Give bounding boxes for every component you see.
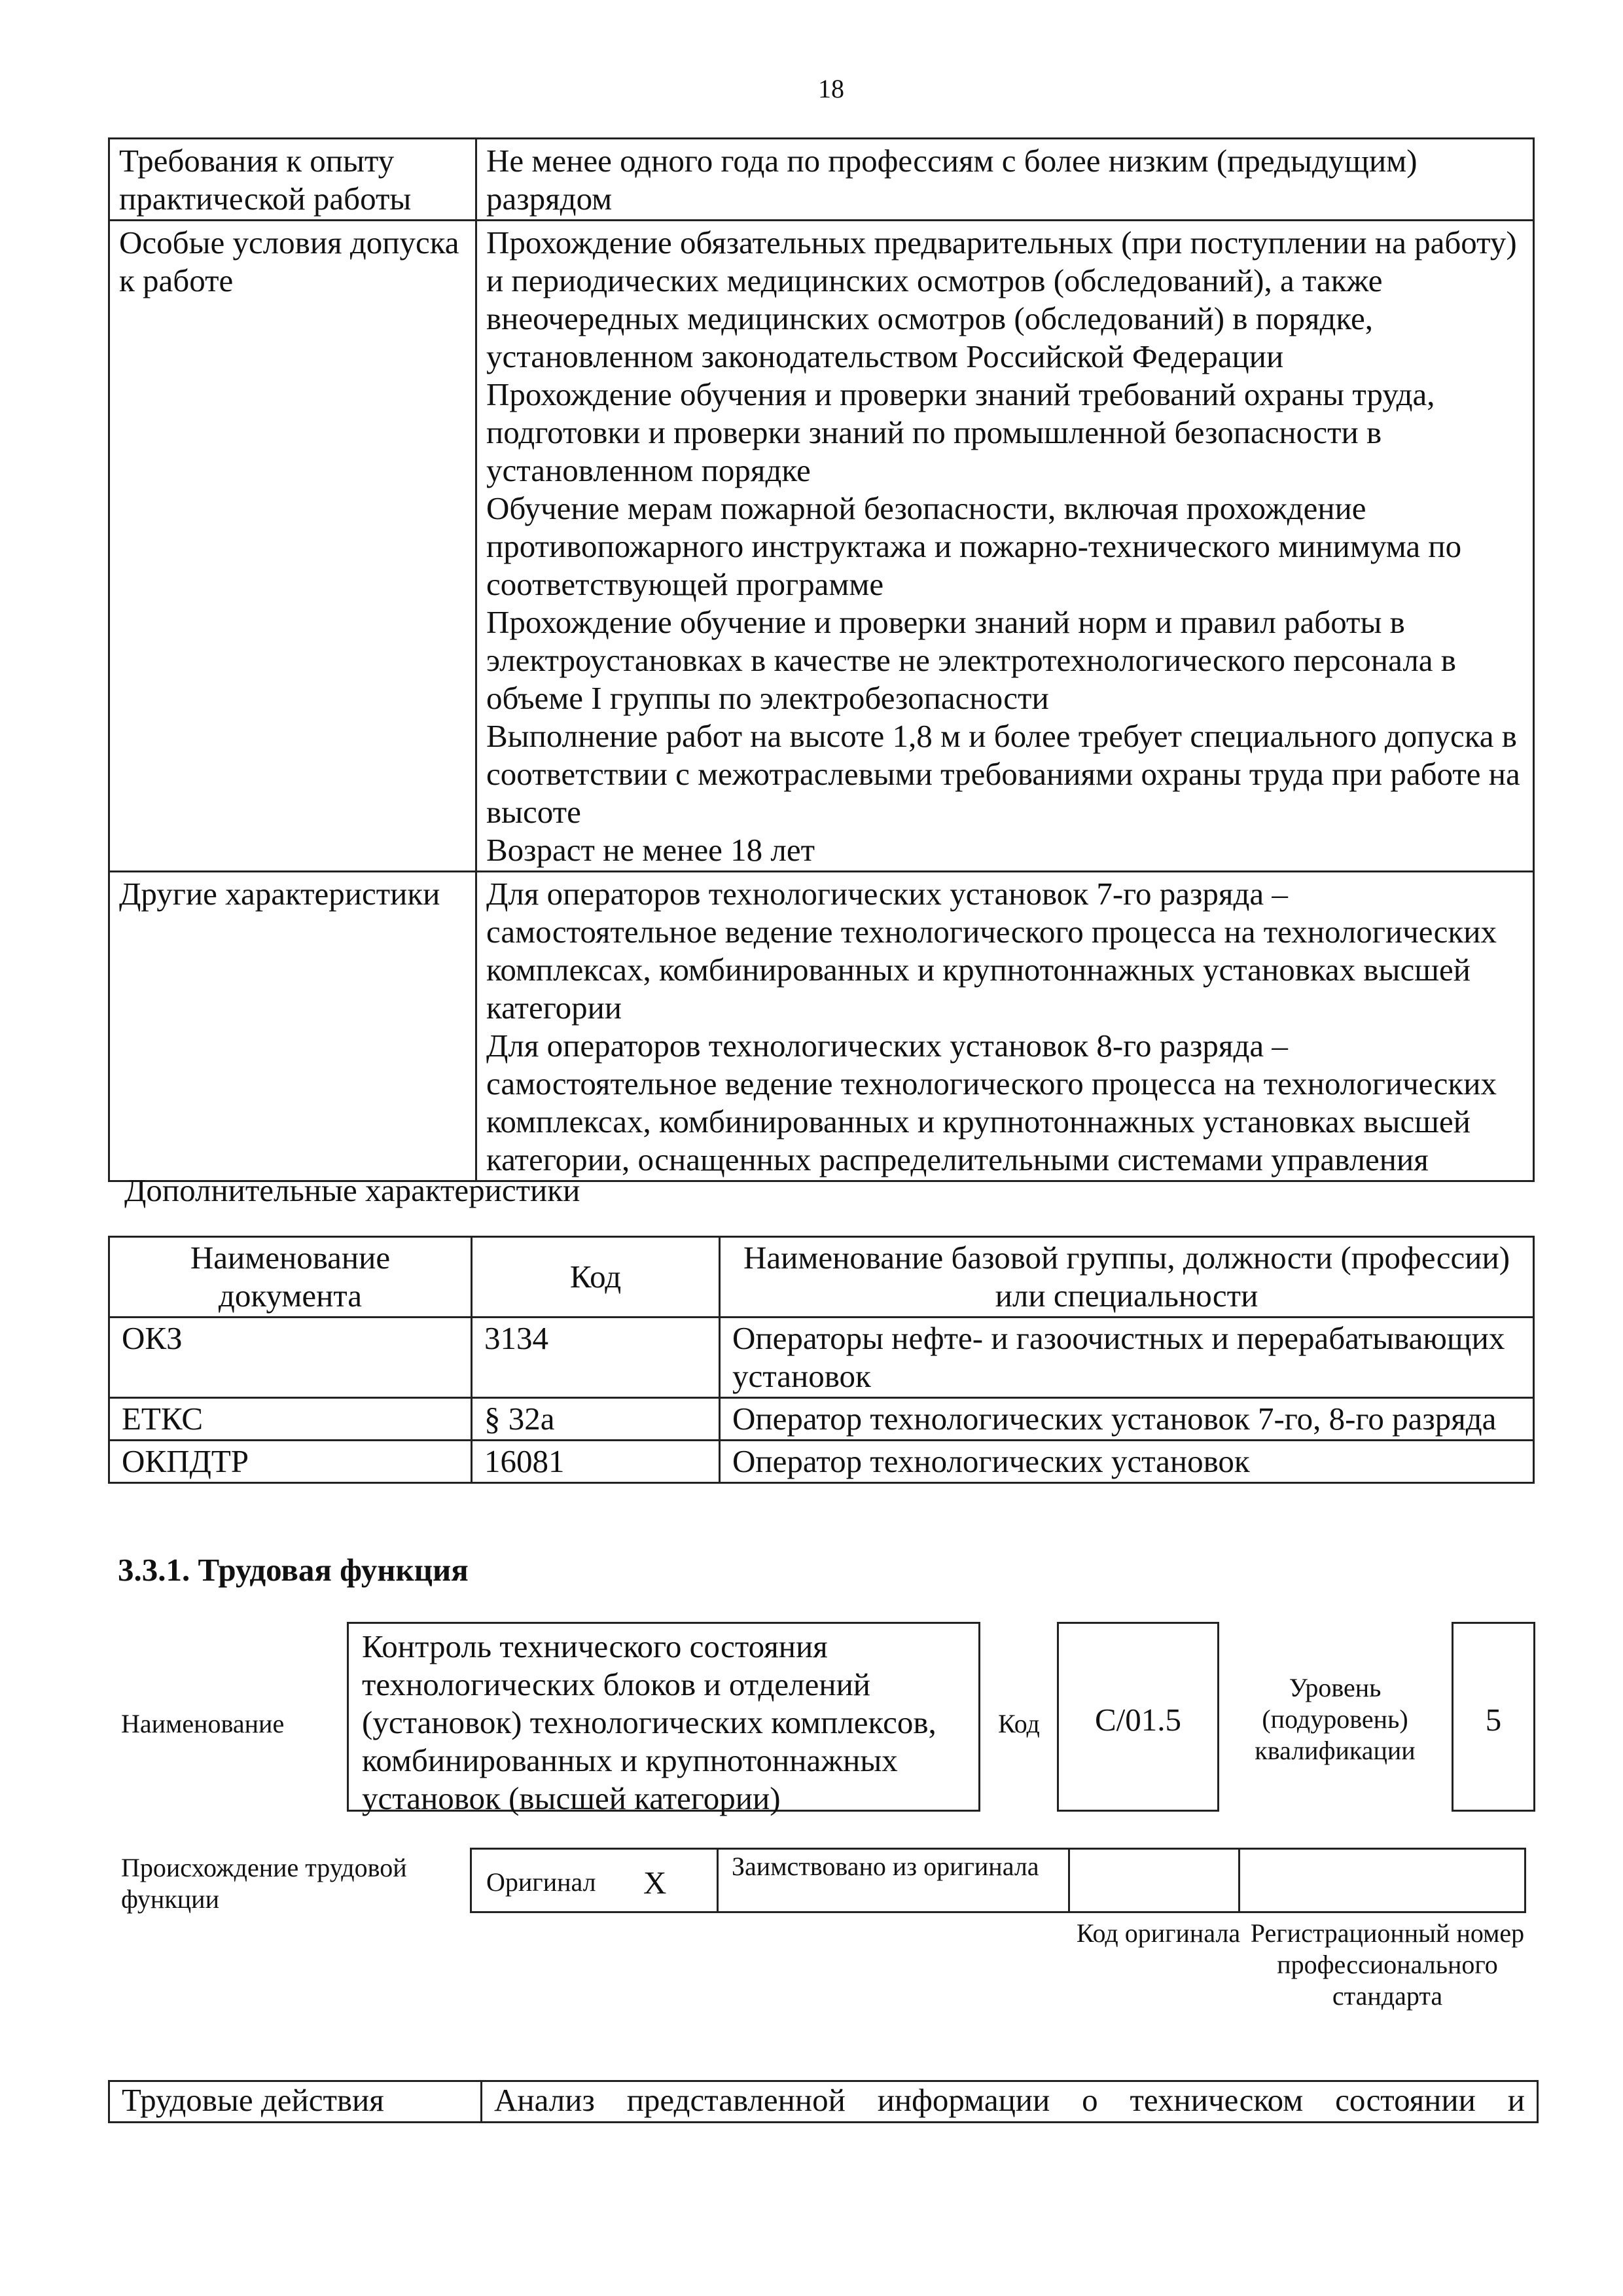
row-paragraph: Прохождение обязательных предварительных (при поступлении на работу) и периодических медицинских осмотров (обследований), а также внеочередных медицинских осмотров (обследований) в порядке, установленном законодательством Российской Федерации — [486, 224, 1517, 374]
table-row — [109, 139, 1534, 221]
function-name-label: Наименование — [121, 1709, 285, 1738]
row-label: Требования к опыту практической работы — [109, 139, 476, 221]
table-cell: § 32а — [472, 1398, 720, 1441]
section-title: 3.3.1. Трудовая функция — [118, 1552, 469, 1588]
row-paragraph: Прохождение обучение и проверки знаний норм и правил работы в электроустановках в качестве не электротехнологического персонала в объеме I группы по электробезопасности — [486, 604, 1456, 716]
row-paragraph: Не менее одного года по профессиям с более низким (предыдущим) разрядом — [486, 143, 1418, 217]
row-paragraph: Для операторов технологических установок 8-го разряда – самостоятельное ведение технологического процесса на технологических комплексах, комбинированных и крупнотоннажных установках высшей категории, оснащенных распределительными системами управления — [486, 1028, 1497, 1177]
row-paragraph: Для операторов технологических установок 7-го разряда – самостоятельное ведение технологического процесса на технологических комплексах, комбинированных и крупнотоннажных установках высшей категории — [486, 876, 1497, 1026]
table-cell: 16081 — [472, 1441, 720, 1483]
table-cell: ОКЗ — [109, 1318, 472, 1398]
extra-characteristics-title: Дополнительные характеристики — [124, 1172, 580, 1208]
table-cell: Оператор технологических установок 7-го, 8-го разряда — [720, 1398, 1534, 1441]
labor-actions-word: о — [1082, 2082, 1098, 2118]
table-row — [109, 872, 1534, 1181]
table-row — [109, 221, 1534, 872]
function-name-value: Контроль технического состояния технологических блоков и отделений (установок) технологических комплексов, комбинированных и крупнотоннажных установок (высшей категории) — [347, 1622, 980, 1812]
row-paragraph: Прохождение обучения и проверки знаний требований охраны труда, подготовки и проверки знаний по промышленной безопасности в установленном порядке — [486, 376, 1435, 488]
table-header-row — [109, 1237, 1534, 1318]
table-cell: ОКПДТР — [109, 1441, 472, 1483]
table-row — [109, 1398, 1534, 1441]
original-code-cell — [1068, 1848, 1240, 1913]
original-label: Оригинал — [486, 1867, 596, 1897]
labor-actions-word: состоянии — [1335, 2082, 1476, 2118]
labor-actions-word: и — [1507, 2082, 1525, 2118]
original-mark: X — [643, 1865, 667, 1901]
original-code-caption: Код оригинала — [1076, 1918, 1241, 1948]
row-value — [476, 872, 1534, 1181]
labor-actions-word: представленной — [626, 2082, 846, 2118]
row-paragraph: Возраст не менее 18 лет — [486, 832, 815, 868]
column-header: Наименование базовой группы, должности (профессии) или специальности — [720, 1237, 1534, 1318]
row-label: Особые условия допуска к работе — [109, 221, 476, 872]
labor-actions-table — [108, 2080, 1539, 2123]
column-header: Наименование документа — [109, 1237, 472, 1318]
origin-row — [470, 1848, 1530, 1913]
qualification-level-label: Уровень (подуровень) квалификации — [1255, 1673, 1416, 1765]
qualification-level-value: 5 — [1452, 1622, 1535, 1812]
table-cell: ЕТКС — [109, 1398, 472, 1441]
table-cell: Оператор технологических установок — [720, 1441, 1534, 1483]
labor-actions-word: Анализ — [494, 2082, 595, 2118]
row-paragraph: Обучение мерам пожарной безопасности, включая прохождение противопожарного инструктажа и пожарно-технического минимума по соответствующей программе — [486, 490, 1462, 602]
column-header: Код — [472, 1237, 720, 1318]
table-row — [109, 1318, 1534, 1398]
row-value — [476, 139, 1534, 221]
function-code-label: Код — [998, 1709, 1040, 1738]
borrowed-cell: Заимствовано из оригинала — [717, 1848, 1070, 1913]
registration-number-caption: Регистрационный номер профессионального стандарта — [1250, 1918, 1525, 2011]
labor-actions-value — [482, 2082, 1537, 2121]
labor-actions-word: техническом — [1130, 2082, 1304, 2118]
labor-actions-word: информации — [877, 2082, 1050, 2118]
registration-number-cell — [1238, 1848, 1526, 1913]
row-paragraph: Выполнение работ на высоте 1,8 м и более требует специального допуска в соответствии с межотраслевыми требованиями охраны труда при работе на высоте — [486, 718, 1520, 830]
table-cell: 3134 — [472, 1318, 720, 1398]
requirements-table — [108, 137, 1535, 1182]
row-label: Другие характеристики — [109, 872, 476, 1181]
row-value — [476, 221, 1534, 872]
page-number: 18 — [818, 74, 844, 103]
original-cell — [470, 1848, 719, 1913]
function-code-value: С/01.5 — [1057, 1622, 1219, 1812]
labor-actions-label: Трудовые действия — [110, 2082, 482, 2121]
table-cell: Операторы нефте- и газоочистных и перерабатывающих установок — [720, 1318, 1534, 1398]
table-row — [109, 1441, 1534, 1483]
classifier-table — [108, 1236, 1535, 1484]
origin-label: Происхождение трудовой функции — [121, 1853, 407, 1914]
